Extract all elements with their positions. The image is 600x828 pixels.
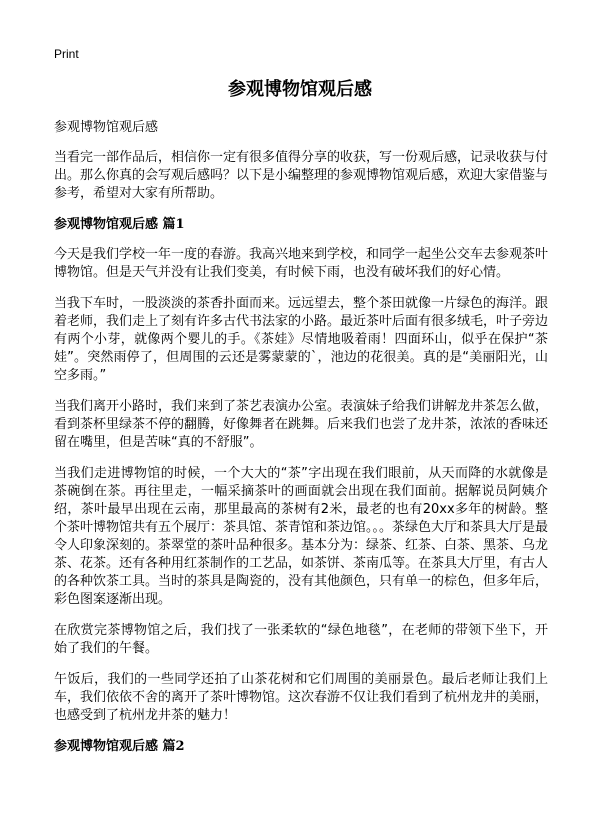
print-label[interactable]: Print	[54, 47, 79, 61]
section-1-paragraph-4: 当我们走进博物馆的时候，一个大大的“茶”字出现在我们眼前，从天而降的水就像是茶碗倒在茶。再往里走，一幅采摘茶叶的画面就会出现在我们面前。据解说员阿姨介绍，茶叶最早出现在云南，那里最高的茶树有2米，最老的也有20xx多年的树龄。整个茶叶博物馆共有五个展厅：茶具馆、茶青馆和茶边馆。。。茶绿色大厅和茶具大厅是最令人印象深刻的。茶翠堂的茶叶品种很多。基本分为：绿茶、红茶、白茶、黑茶、乌龙茶、花茶。还有各种用红茶制作的工艺品，如茶饼、茶南瓜等。在茶具大厅里，有古人的各种饮茶工具。当时的茶具是陶瓷的，没有其他颜色，只有单一的棕色，但多年后，彩色图案逐渐出现。	[54, 466, 549, 607]
section-heading-2: 参观博物馆观后感 篇2	[54, 739, 185, 754]
section-1-paragraph-2: 当我下车时，一股淡淡的茶香扑面而来。远远望去，整个茶田就像一片绿色的海洋。跟着老师，我们走上了刻有许多古代书法家的小路。最近茶叶后面有很多绒毛，叶子旁边有两个小芽，就像两个婴儿的手。《茶娃》尽情地吸着雨！四面环山，似乎在保护“茶娃”。突然雨停了，但周围的云还是雾蒙蒙的`，池边的花很美。真的是“美丽阳光，山空多雨。”	[54, 296, 549, 383]
section-1-paragraph-3: 当我们离开小路时，我们来到了茶艺表演办公室。表演妹子给我们讲解龙井茶怎么做，看到茶杯里绿茶不停的翻腾，好像舞者在跳舞。后来我们也尝了龙井茶，浓浓的香味还留在嘴里，但是苦味“真的不舒服”。	[54, 399, 549, 450]
intro-paragraph: 当看完一部作品后，相信你一定有很多值得分享的收获，写一份观后感，记录收获与付出。那么你真的会写观后感吗？以下是小编整理的参观博物馆观后感，欢迎大家借鉴与参考，希望对大家有所帮助。	[54, 150, 549, 201]
document-body	[54, 119, 548, 768]
section-heading-1: 参观博物馆观后感 篇1	[54, 217, 185, 232]
section-1-paragraph-1: 今天是我们学校一年一度的春游。我高兴地来到学校，和同学一起坐公交车去参观茶叶博物馆。但是天气并没有让我们变美，有时候下雨，也没有破坏我们的好心情。	[54, 247, 549, 280]
document-subtitle: 参观博物馆观后感	[54, 120, 159, 135]
section-1-paragraph-6: 午饭后，我们的一些同学还拍了山茶花树和它们周围的美丽景色。最后老师让我们上车，我们依依不舍的离开了茶叶博物馆。这次春游不仅让我们看到了杭州龙井的美丽，也感受到了杭州龙井茶的魅力！	[54, 672, 549, 723]
document-title: 参观博物馆观后感	[228, 79, 372, 100]
section-1-paragraph-5: 在欣赏完茶博物馆之后，我们找了一张柔软的“绿色地毯”，在老师的带领下坐下，开始了我们的午餐。	[54, 623, 548, 656]
